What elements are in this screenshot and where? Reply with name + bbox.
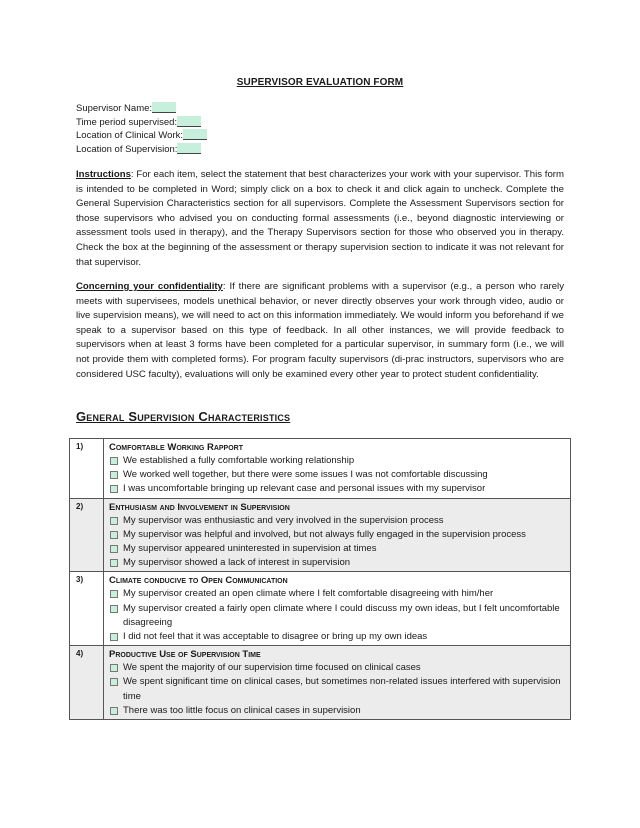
item-heading: Enthusiasm and Involvement in Supervision [109, 501, 290, 513]
option-checkbox[interactable] [110, 559, 118, 567]
item-cell [104, 498, 571, 572]
table-row [70, 572, 571, 646]
option-checkbox[interactable] [110, 707, 118, 715]
instructions-label: Instructions [76, 169, 131, 180]
field-label: Location of Clinical Work: [76, 130, 184, 141]
option-row [109, 556, 564, 570]
item-number: 1) [70, 439, 104, 499]
option-row [109, 630, 564, 644]
option-label: I did not feel that it was acceptable to disagree or bring up my own ideas [123, 631, 428, 643]
option-checkbox[interactable] [110, 605, 118, 613]
supervision-location-input[interactable] [177, 143, 201, 154]
field-label: Time period supervised: [76, 116, 178, 128]
option-checkbox[interactable] [110, 457, 118, 465]
time-period-field [76, 116, 207, 130]
table-row [70, 439, 571, 499]
table-row [70, 498, 571, 572]
clinical-work-location-input[interactable] [183, 129, 207, 140]
option-row [109, 675, 564, 703]
field-label: Location of Supervision: [76, 143, 178, 155]
supervisor-name-input[interactable] [152, 102, 176, 113]
option-label: My supervisor was enthusiastic and very involved in the supervision process [123, 514, 444, 526]
item-cell [104, 572, 571, 646]
option-checkbox[interactable] [110, 545, 118, 553]
item-cell [104, 646, 571, 720]
option-row [109, 454, 564, 468]
field-label: Supervisor Name: [76, 103, 153, 114]
option-row [109, 528, 564, 542]
item-heading: Productive Use of Supervision Time [109, 649, 261, 661]
instructions-paragraph [76, 168, 564, 270]
option-label: My supervisor created an open climate where I felt comfortable disagreeing with him/her [123, 588, 494, 600]
option-checkbox[interactable] [110, 471, 118, 479]
option-label: I was uncomfortable bringing up relevant case and personal issues with my supervisor [123, 483, 486, 495]
confidentiality-paragraph [76, 280, 564, 382]
item-heading: Comfortable Working Rapport [109, 442, 243, 453]
option-checkbox[interactable] [110, 678, 118, 686]
table-row [70, 646, 571, 720]
option-label: My supervisor appeared uninterested in supervision at times [123, 543, 377, 555]
option-checkbox[interactable] [110, 664, 118, 672]
option-row [109, 587, 564, 601]
option-label: We established a fully comfortable working relationship [123, 455, 355, 466]
supervisor-name-field [76, 102, 207, 116]
section-title: General Supervision Characteristics [76, 409, 291, 424]
option-checkbox[interactable] [110, 517, 118, 525]
option-row [109, 482, 564, 496]
option-label: My supervisor showed a lack of interest in supervision [123, 557, 351, 569]
form-title: SUPERVISOR EVALUATION FORM [236, 77, 404, 88]
item-number: 4) [70, 646, 104, 720]
option-checkbox[interactable] [110, 633, 118, 641]
option-checkbox[interactable] [110, 590, 118, 598]
option-label: We spent significant time on clinical cases, but sometimes non-related issues interfered with supervision time [123, 676, 561, 702]
option-label: We worked well together, but there were some issues I was not comfortable discussing [123, 469, 488, 481]
supervision-location-field [76, 143, 207, 157]
confidentiality-label: Concerning your confidentiality [76, 281, 223, 292]
option-checkbox[interactable] [110, 485, 118, 493]
time-period-input[interactable] [177, 116, 201, 127]
clinical-work-location-field [76, 129, 207, 143]
option-row [109, 704, 564, 718]
option-row [109, 542, 564, 556]
item-heading: Climate conducive to Open Communication [109, 575, 288, 587]
item-cell [104, 439, 571, 499]
option-checkbox[interactable] [110, 531, 118, 539]
evaluation-table [69, 438, 571, 720]
option-label: We spent the majority of our supervision time focused on clinical cases [123, 662, 421, 674]
item-number: 3) [70, 572, 104, 646]
header-fields [76, 102, 207, 156]
confidentiality-text: : If there are significant problems with a supervisor (e.g., a person who rarely meets with supervisees, models unethical behavior, or never directly observes your work through video, audio or live supervision means), we will need to act on this information immediately. We would inform you beforehand if we speak to a supervisor based on this type of feedback. In all other instances, we will provide feedback to supervisors when at least 3 forms have been completed for a particular supervisor, in summary form (i.e., we will not provide them with completed forms). For program faculty supervisors (di-prac instructors, supervisors who are considered USC faculty), evaluations will only be examined every other year to protect student confidentiality. [76, 281, 564, 380]
instructions-text: : For each item, select the statement that best characterizes your work with your supervisor. This form is intended to be completed in Word; simply click on a box to check it and click again to uncheck. Complete the General Supervision Characteristics section for all supervisors. Complete the Assessment Supervisors section for those supervisors who advised you on conducting formal assessments (i.e., beyond diagnostic interviewing or assessment tools used in therapy), and the Therapy Supervisors section for those who observed you in therapy. Check the box at the beginning of the assessment or therapy supervision section to indicate it was not relevant for that supervisor. [76, 169, 564, 268]
option-label: There was too little focus on clinical cases in supervision [123, 704, 361, 716]
option-label: My supervisor was helpful and involved, but not always fully engaged in the supervision process [123, 528, 526, 540]
option-row [109, 661, 564, 675]
option-row [109, 468, 564, 482]
item-number: 2) [70, 498, 104, 572]
option-label: My supervisor created a fairly open climate where I could discuss my own ideas, but I felt uncomfortable disagreeing [123, 602, 560, 628]
option-row [109, 514, 564, 528]
option-row [109, 602, 564, 630]
